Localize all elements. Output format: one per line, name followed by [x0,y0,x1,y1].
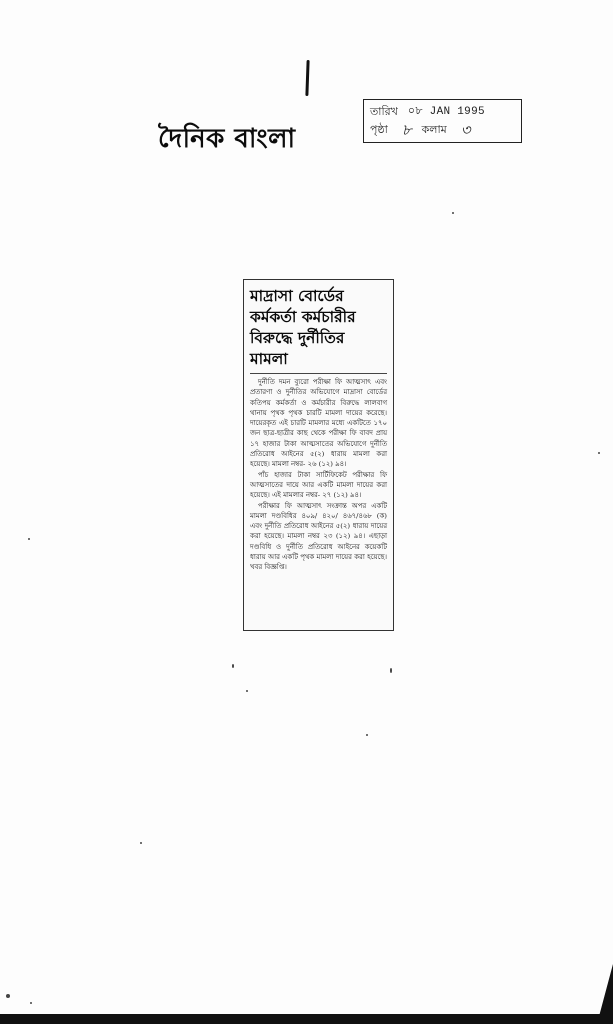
scan-speck [30,1002,32,1004]
scan-edge-bottom [0,1014,613,1024]
pen-mark [305,60,309,96]
article-paragraph: দুর্নীতি দমন ব্যুরো পরীক্ষা ফি আত্মসাৎ এবং প্রতারণা ও দুর্নীতির অভিযোগে মাদ্রাসা বোর্ডের কতিপয় কর্মকর্তা ও কর্মচারীর বিরুদ্ধে লালবাগ থানায় পৃথক পৃথক চারটি মামলা দায়ের করেছে। দায়েরকৃত এই চারটি মামলার মধ্যে একটিতে ১৭০ জন ছাত্র-ছাত্রীর কাছ থেকে পরীক্ষা ফি বাবদ প্রায় ১৭ হাজার টাকা আত্মসাতের অভিযোগে দুর্নীতি প্রতিরোধ আইনের ৫(২) ধারায় মামলা করা হয়েছে। মামলা নম্বর- ২৬ (১২) ৯৪। [250,378,387,469]
scan-speck [452,212,454,214]
stamp-date-value: ০৮ JAN 1995 [407,106,485,118]
scan-speck [140,842,142,844]
scan-speck [246,690,248,692]
scan-speck [390,668,392,673]
article-paragraph: পাঁচ হাজার টাকা সার্টিফিকেট পরীক্ষার ফি আত্মসাতের দায়ে আর একটি মামলা দায়ের করা হয়েছে। এই মামলার নম্বর- ২৭ (১২) ৯৪। [250,470,387,500]
headline-line: মাদ্রাসা বোর্ডের [250,286,344,305]
headline-line: কর্মকর্তা কর্মচারীর [250,307,356,326]
stamp-page-row [370,121,515,139]
stamp-column-label: কলাম [421,123,447,136]
headline-divider [250,373,387,374]
article-body [250,377,387,573]
scan-speck [232,664,234,668]
article-headline [250,285,387,369]
article-paragraph: পরীক্ষার ফি আত্মসাৎ সংক্রান্ত অপর একটি মামলা দণ্ডবিধির ৪০৯/ ৪২০/ ৪৬৭/৪৬৮ (ক) এবং দুর্নীতি প্রতিরোধ আইনের ৫(২) ধারায় দায়ের করা হয়েছে। মামলা নম্বর ২৩ (১২) ৯৪। এছাড়া দণ্ডবিধি ও দুর্নীতি প্রতিরোধ আইনের কয়েকটি ধারায় আর একটি পৃথক মামলা দায়ের করা হয়েছে। খবর বিজ্ঞপ্তি। [250,501,387,572]
stamp-date-row [370,103,515,121]
newspaper-masthead: দৈনিক বাংলা [158,124,296,154]
scan-speck [28,538,30,540]
scan-speck [366,734,368,736]
headline-line: মামলা [250,349,288,368]
stamp-date-label: তারিখ [370,105,398,118]
news-clipping [243,279,394,631]
archive-stamp [363,99,522,143]
scan-speck [6,994,10,998]
stamp-page-label: পৃষ্ঠা [370,123,388,136]
stamp-page-value: ৮ [401,121,412,139]
headline-line: বিরুদ্ধে দুর্নীতির [250,328,345,347]
scan-speck [598,452,600,454]
stamp-column-value: ৩ [460,121,471,139]
